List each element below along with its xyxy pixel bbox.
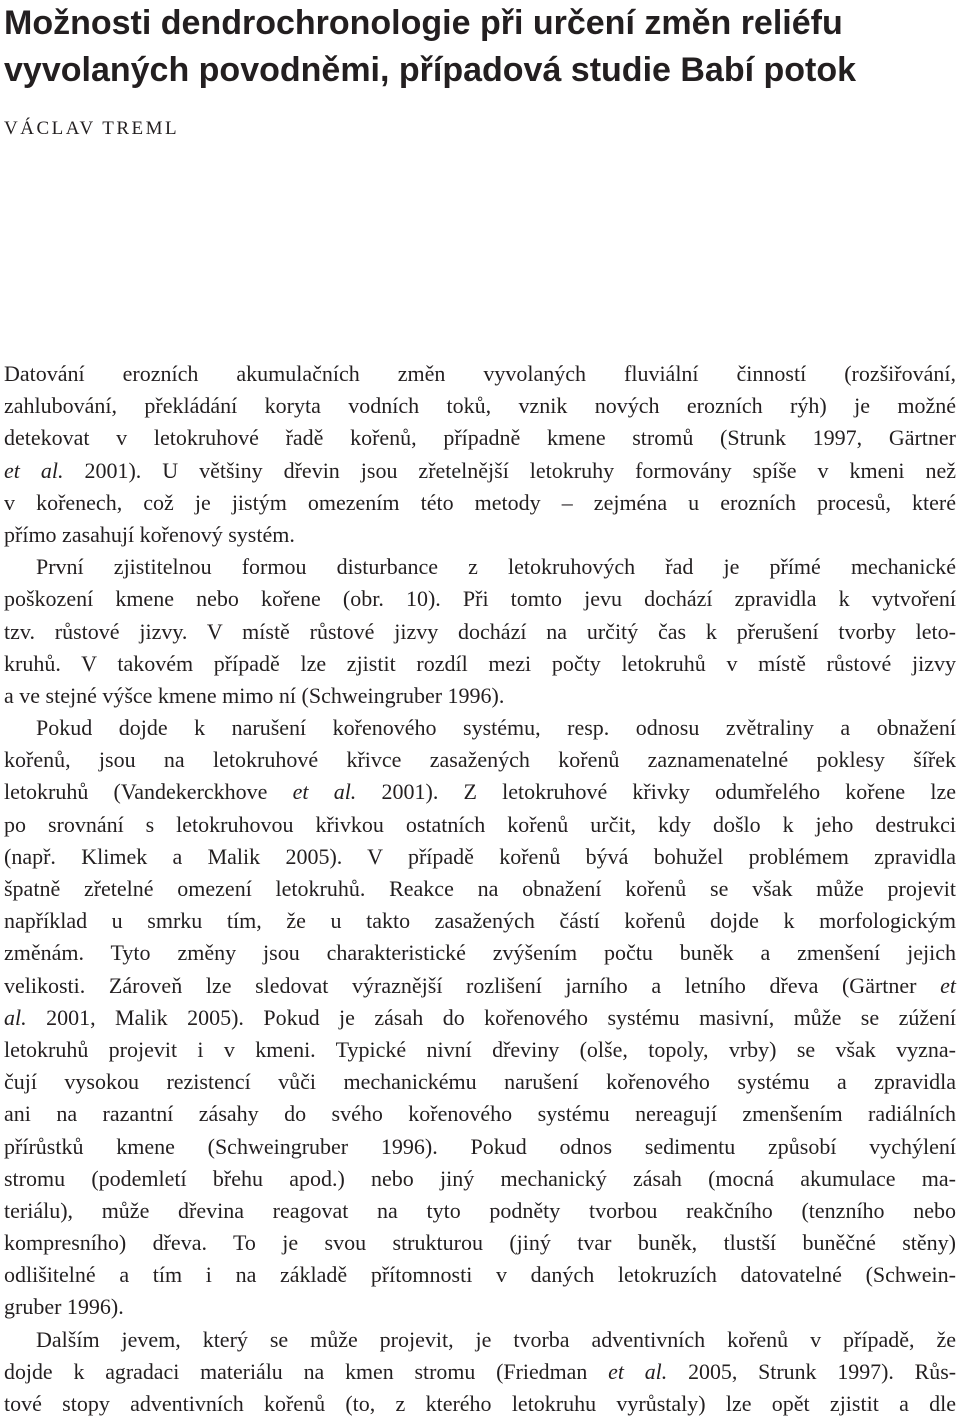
body-line: al. 2001, Malik 2005). Pokud je zásah do kořenového systému masivní, může se zúžení [4, 1004, 956, 1030]
article-title [4, 0, 954, 94]
body-line: (např. Klimek a Malik 2005). V případě kořenů bývá bohužel problémem zpravidla [4, 843, 956, 869]
body-line: letokruhů (Vandekerckhove et al. 2001). Z letokruhové křivky odumřelého kořene lze [4, 779, 956, 805]
body-line: poškození kmene nebo kořene (obr. 10). Při tomto jevu dochází zpravidla k vytvoření [4, 586, 956, 612]
body-line: přírůstků kmene (Schweingruber 1996). Pokud odnos sedimentu způsobí vychýlení [4, 1133, 956, 1159]
body-line: tzv. růstové jizvy. V místě růstové jizvy dochází na určitý čas k přerušení tvorby leto- [4, 618, 956, 644]
body-line: dojde k agradaci materiálu na kmen stromu (Friedman et al. 2005, Strunk 1997). Růs- [4, 1359, 957, 1384]
body-line: ani na razantní zásahy do svého kořenového systému nereagují zmenšením radiálních [4, 1101, 956, 1127]
title-line: Možnosti dendrochronologie při určení změn reliéfu [4, 4, 843, 42]
body-line: letokruhů projevit i v kmeni. Typické nivní dřeviny (olše, topoly, vrby) se však vyzna- [4, 1036, 956, 1062]
body-line: po srovnání s letokruhovou křivkou ostatních kořenů určit, kdy došlo k jeho destrukci [4, 811, 956, 837]
body-line: kompresního) dřeva. To je svou strukturou (jiný tvar buněk, tlustší buněčné stěny) [4, 1230, 956, 1256]
body-line: Datování erozních akumulačních změn vyvolaných fluviální činností (rozšiřování, [4, 361, 956, 386]
body-line: gruber 1996). [4, 1294, 124, 1320]
body-line: detekovat v letokruhové řadě kořenů, případně kmene stromů (Strunk 1997, Gärtner [4, 425, 956, 451]
article-body [4, 358, 956, 1420]
body-line: Pokud dojde k narušení kořenového systému, resp. odnosu zvětraliny a obnažení [36, 715, 956, 741]
body-line: teriálu), může dřevina reagovat na tyto podněty tvorbou reakčního (tenzního nebo [4, 1197, 956, 1223]
author-name: VÁCLAV TREML [4, 118, 180, 139]
body-line: velikosti. Zároveň lze sledovat výraznější rozlišení jarního a letního dřeva (Gärtner et [4, 972, 956, 998]
body-line: et al. 2001). U většiny dřevin jsou zřetelnější letokruhy formovány spíše v kmeni než [4, 457, 956, 483]
title-line: vyvolaných povodněmi, případová studie Babí potok [4, 51, 857, 89]
body-line: přímo zasahují kořenový systém. [4, 521, 295, 547]
body-line: kořenů, jsou na letokruhové křivce zasažených kořenů zaznamenatelné poklesy šířek [4, 747, 956, 773]
body-line: odlišitelné a tím i na základě přítomnosti v daných letokruzích datovatelné (Schwein- [4, 1262, 956, 1288]
body-line: v kořenech, což je jistým omezením této metody – zejména u erozních procesů, které [4, 489, 956, 515]
body-line: a ve stejné výšce kmene mimo ní (Schweingruber 1996). [4, 682, 505, 708]
body-line: kruhů. V takovém případě lze zjistit rozdíl mezi počty letokruhů v místě růstové jizvy [4, 650, 956, 676]
body-line: Dalším jevem, který se může projevit, je tvorba adventivních kořenů v případě, že [36, 1326, 956, 1352]
body-line: První zjistitelnou formou disturbance z letokruhových řad je přímé mechanické [36, 554, 956, 580]
body-line: změnám. Tyto změny jsou charakteristické zvýšením počtu buněk a zmenšení jejich [4, 940, 956, 966]
body-line: čují vysokou rezistencí vůči mechanickému narušení kořenového systému a zpravidla [4, 1069, 956, 1095]
body-line: zahlubování, překládání koryta vodních toků, vznik nových erozních rýh) je možné [4, 393, 956, 419]
body-line: stromu (podemletí břehu apod.) nebo jiný mechanický zásah (mocná akumulace ma- [4, 1165, 956, 1191]
body-line: tové stopy adventivních kořenů (to, z kterého letokruhu vyrůstaly) lze opět zjistit a dle [4, 1391, 956, 1416]
body-line: špatně zřetelné omezení letokruhů. Reakce na obnažení kořenů se však může projevit [4, 876, 956, 901]
body-line: například u smrku tím, že u takto zasažených částí kořenů dojde k morfologickým [4, 908, 956, 934]
